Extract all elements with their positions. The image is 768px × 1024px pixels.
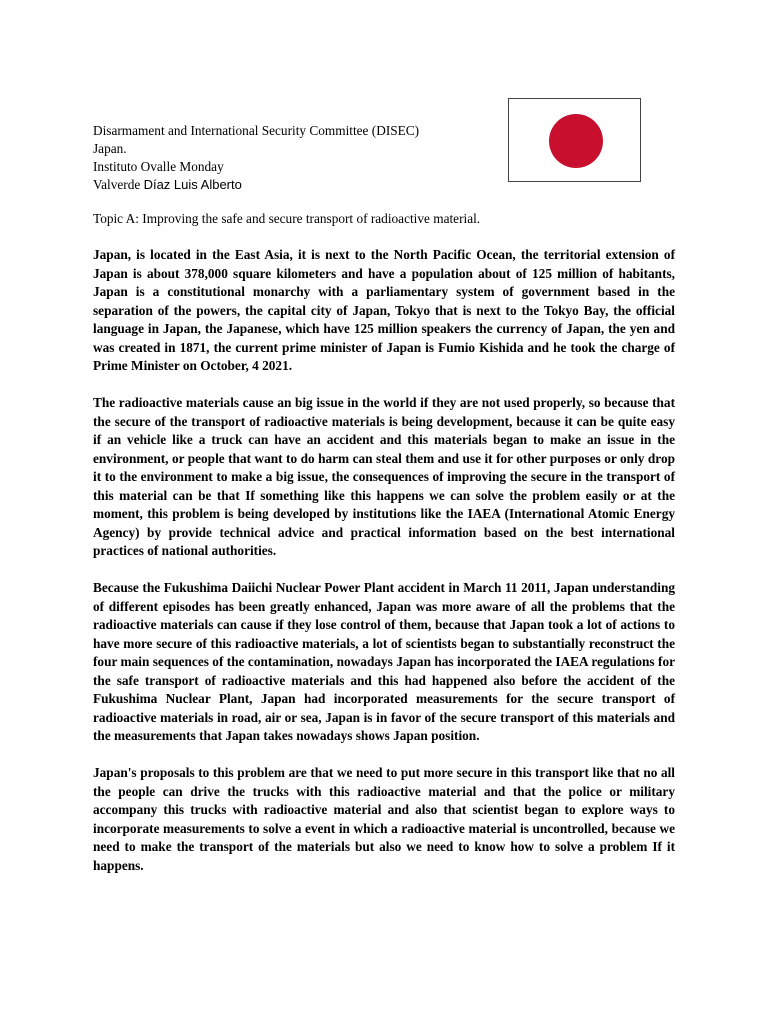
- japan-flag-icon: [508, 98, 641, 182]
- paragraph-issue-description: The radioactive materials cause an big issue in the world if they are not used properly, so because that the secure of the transport of radioactive materials is being development, because it can be quite easy if an vehicle like a truck can have an accident and this materials began to make an issue in the environment, or people that want to do harm can steal them and use it for other purposes or only drop it to the environment to make a big issue, the consequences of improving the secure in the transport of this material can be that If something like this happens we can solve the problem easily or at the moment, this problem is being developed by institutions like the IAEA (International Atomic Energy Agency) by provide technical advice and practical information based on the best international practices of national authorities.: [93, 395, 675, 558]
- paragraph-japan-position: Because the Fukushima Daiichi Nuclear Power Plant accident in March 11 2011, Japan understanding of different episodes has been greatly enhanced, Japan was more aware of all the problems that the radioactive materials can cause if they lose control of them, because that Japan took a lot of actions to have more secure of this radioactive materials, a lot of scientists began to substantially reconstruct the four main sequences of the contamination, nowadays Japan has incorporated the IAEA regulations for the safe transport of radioactive materials and this had happened also before the accident of the Fukushima Nuclear Plant, Japan had incorporated measurements for the secure transport of radioactive materials in road, air or sea, Japan is in favor of the secure transport of this materials and the measurements that Japan takes nowadays shows Japan position.: [93, 580, 675, 743]
- paragraph-country-overview: Japan, is located in the East Asia, it is next to the North Pacific Ocean, the territorial extension of Japan is about 378,000 square kilometers and have a population about of 125 million of habitants, Japan is a constitutional monarchy with a parliamentary system of government based in the separation of the powers, the capital city of Japan, Tokyo that is next to the Tokyo Bay, the official language in Japan, the Japanese, which have 125 million speakers the currency of Japan, the yen and was created in 1871, the current prime minister of Japan is Fumio Kishida and he took the charge of Prime Minister on October, 4 2021.: [93, 247, 675, 373]
- delegate-name: [93, 176, 493, 194]
- flag-red-disc: [549, 114, 603, 168]
- document-body: [93, 246, 675, 894]
- school-name: Instituto Ovalle Monday: [93, 159, 224, 174]
- topic-title: Topic A: Improving the safe and secure transport of radioactive material.: [93, 211, 481, 226]
- country-name: Japan.: [93, 141, 127, 156]
- committee-name: Disarmament and International Security Committee (DISEC): [93, 123, 420, 138]
- paragraph-proposals: Japan's proposals to this problem are that we need to put more secure in this transport like that no all the people can drive the trucks with this radioactive material and that the police or military accompany this trucks with radioactive material and also that scientist began to explore ways to incorporate measurements to solve a event in which a radioactive material is uncontrolled, because we need to make the transport of the materials but also we need to know how to solve a problem If it happens.: [93, 765, 675, 873]
- delegate-name-rest: Díaz Luis Alberto: [143, 177, 242, 192]
- delegate-name-first: Valverde: [93, 177, 144, 192]
- document-header: [93, 122, 493, 194]
